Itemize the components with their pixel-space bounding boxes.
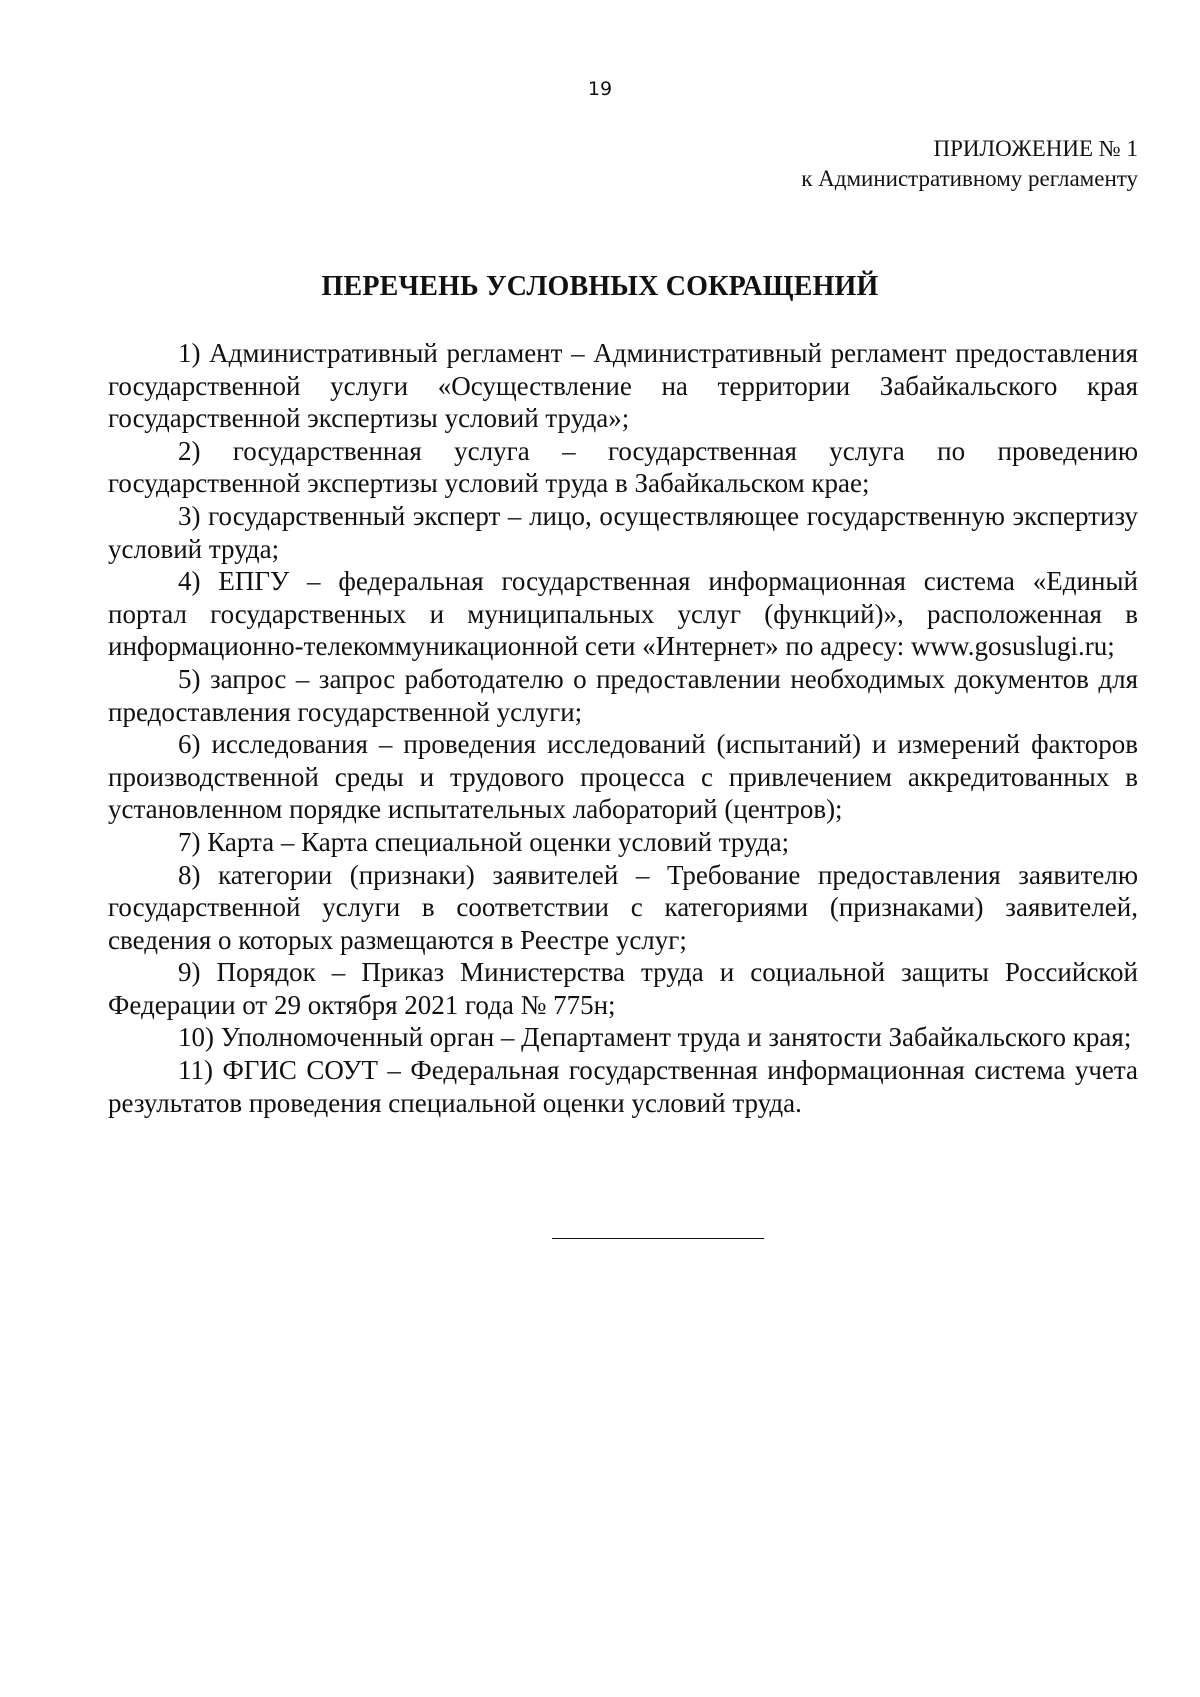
appendix-label: ПРИЛОЖЕНИЕ № 1 (933, 136, 1138, 161)
list-item: 3) государственный эксперт – лицо, осуществляющее государственную экспертизу условий труда; (108, 500, 1138, 564)
appendix-header (801, 134, 1138, 194)
list-item: 1) Административный регламент – Административный регламент предоставления государственной услуги «Осуществление на территории Забайкальского края государственной экспертизы условий труда»; (108, 338, 1138, 434)
list-item: 2) государственная услуга – государственная услуга по проведению государственной экспертизы условий труда в Забайкальском крае; (108, 435, 1138, 499)
document-title: ПЕРЕЧЕНЬ УСЛОВНЫХ СОКРАЩЕНИЙ (321, 271, 879, 302)
list-item: 5) запрос – запрос работодателю о предоставлении необходимых документов для предоставления государственной услуги; (108, 663, 1138, 727)
list-item: 4) ЕПГУ – федеральная государственная информационная система «Единый портал государственных и муниципальных услуг (функций)», расположенная в информационно-телекоммуникационной сети «Интернет» по адресу: www.gosuslugi.ru; (108, 566, 1138, 662)
abbreviations-list (108, 337, 1138, 1119)
list-item: 7) Карта – Карта специальной оценки условий труда; (178, 826, 790, 857)
page-number: 19 (587, 78, 613, 100)
end-divider (552, 1238, 764, 1239)
list-item: 11) ФГИС СОУТ – Федеральная государственная информационная система учета результатов проведения специальной оценки условий труда. (108, 1055, 1138, 1118)
list-item: 9) Порядок – Приказ Министерства труда и социальной защиты Российской Федерации от 29 октября 2021 года № 775н; (108, 957, 1138, 1020)
list-item: 6) исследования – проведения исследований (испытаний) и измерений факторов производственной среды и трудового процесса с привлечением аккредитованных в установленном порядке испытательных лабораторий (центров); (108, 729, 1138, 825)
appendix-reference: к Административному регламенту (801, 166, 1138, 191)
list-item: 8) категории (признаки) заявителей – Требование предоставления заявителю государственной услуги в соответствии с категориями (признаками) заявителей, сведения о которых размещаются в Реестре услуг; (108, 859, 1138, 955)
list-item: 10) Уполномоченный орган – Департамент труда и занятости Забайкальского края; (178, 1022, 1132, 1053)
